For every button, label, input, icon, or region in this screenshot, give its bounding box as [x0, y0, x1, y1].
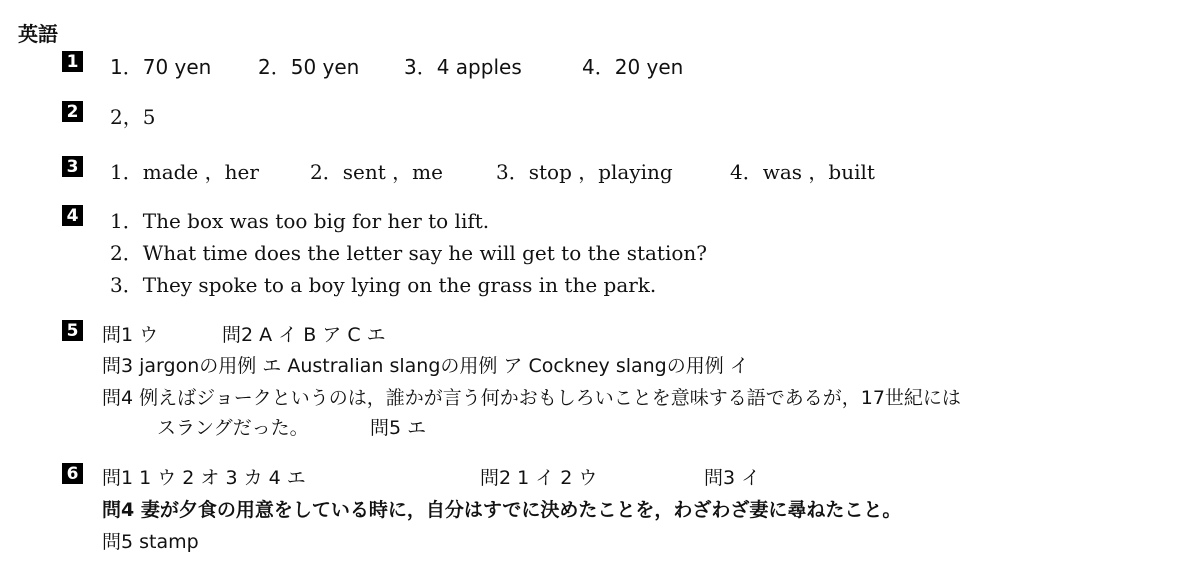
answer-item: 3．stop ，playing — [496, 160, 673, 184]
answer-item: 2．sent ，me — [310, 160, 443, 184]
answer-item: 3．4 apples — [404, 55, 522, 79]
question-answer: 問3 イ — [704, 467, 761, 489]
question-answer: 問1 1 ウ 2 オ 3 カ 4 エ — [102, 467, 306, 489]
answer-item: 1．made ，her — [110, 160, 259, 184]
section-2-badge: 2 — [62, 101, 83, 122]
section-4-line: 2．What time does the letter say he will get to the station? — [110, 241, 708, 265]
answer-item: 2．50 yen — [258, 55, 360, 79]
section-6-question-5: 問5 stamp — [102, 531, 199, 553]
answer-item: 4．was ，built — [730, 160, 875, 184]
section-6-question-4: 問4 妻が夕食の用意をしている時に，自分はすでに決めたことを，わざわざ妻に尋ねたこと。 — [102, 499, 902, 521]
question-answer: 問2 A イ B ア C エ — [222, 324, 386, 346]
answer-item: 4．20 yen — [582, 55, 684, 79]
section-5-question-3: 問3 jargonの用例 エ Australian slangの用例 ア Cockney slangの用例 イ — [102, 355, 749, 377]
section-5-badge: 5 — [62, 320, 83, 341]
question-answer: 問5 エ — [370, 417, 427, 439]
section-2-answer: 2，5 — [110, 105, 156, 129]
question-answer: 問1 ウ — [102, 324, 159, 346]
answer-item: 1．70 yen — [110, 55, 212, 79]
section-1-badge: 1 — [62, 51, 83, 72]
section-4-line: 1．The box was too big for her to lift. — [110, 209, 490, 233]
section-3-badge: 3 — [62, 156, 83, 177]
section-6-badge: 6 — [62, 463, 83, 484]
answer-continuation: スラングだった。 — [157, 417, 309, 439]
section-4-line: 3．They spoke to a boy lying on the grass in the park. — [110, 273, 657, 297]
section-5-question-4: 問4 例えばジョークというのは，誰かが言う何かおもしろいことを意味する語であるが，17世紀には — [102, 387, 961, 409]
question-answer: 問2 1 イ 2 ウ — [480, 467, 598, 489]
section-4-badge: 4 — [62, 205, 83, 226]
page-title: 英語 — [18, 22, 58, 46]
